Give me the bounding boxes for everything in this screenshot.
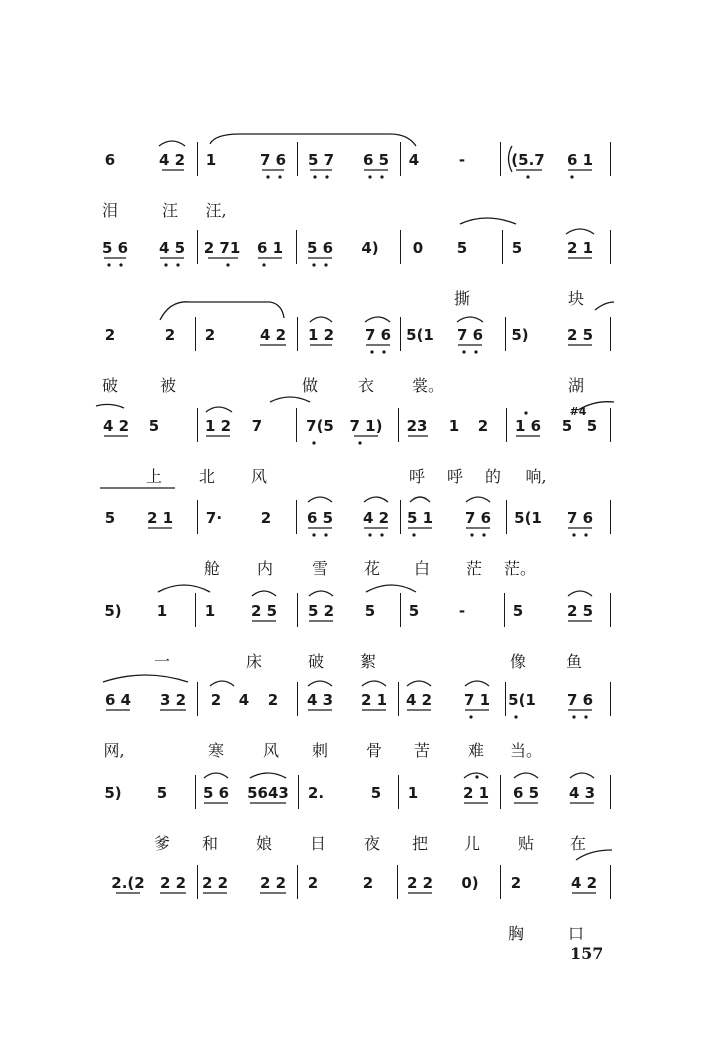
lyric: 茫 <box>465 559 483 578</box>
note: 2 <box>204 326 216 344</box>
note: 6 5 <box>306 509 334 527</box>
note: - <box>458 151 466 169</box>
note: 7 6 <box>464 509 492 527</box>
lyric: 网, <box>103 741 125 760</box>
note: 4 2 <box>259 326 287 344</box>
note: 1 2 <box>204 417 232 435</box>
barline <box>400 500 401 534</box>
lyric: 难 <box>467 741 485 760</box>
note: 5 <box>512 602 524 620</box>
lyrics-row <box>0 651 710 675</box>
note: 1 <box>204 602 216 620</box>
barline <box>400 142 401 176</box>
note: 1 <box>205 151 217 169</box>
barline <box>400 593 401 627</box>
barline <box>400 317 401 351</box>
lyric: 寒 <box>207 741 225 760</box>
note: 3 2 <box>159 691 187 709</box>
lyric: 被 <box>159 376 177 395</box>
barline <box>195 317 196 351</box>
note: 4 <box>408 151 420 169</box>
barline <box>610 775 611 809</box>
lyric: 破 <box>307 652 325 671</box>
lyric: 舱 <box>203 559 221 578</box>
lyric: 撕 <box>453 289 471 308</box>
note: 2 <box>362 874 374 892</box>
lyric: 贴 <box>517 834 535 853</box>
note: 2 <box>267 691 279 709</box>
note: 5 <box>156 784 168 802</box>
barline <box>610 500 611 534</box>
barline <box>505 682 506 716</box>
lyric: 絮 <box>359 652 377 671</box>
notation-row <box>0 405 710 456</box>
note: 6 1 <box>566 151 594 169</box>
note: 2 <box>210 691 222 709</box>
lyric: 在 <box>569 834 587 853</box>
note: 5 6 <box>101 239 129 257</box>
note: 4 3 <box>568 784 596 802</box>
barline <box>506 408 507 442</box>
note: 7 6 <box>364 326 392 344</box>
note: 2.(2 <box>111 874 145 892</box>
lyric: 的 <box>484 467 502 486</box>
note: 2 2 <box>406 874 434 892</box>
note: 5643 <box>247 784 289 802</box>
lyric: 呼 <box>446 467 464 486</box>
note: 5 7 <box>307 151 335 169</box>
lyric: 雪 <box>311 559 329 578</box>
barline <box>610 865 611 899</box>
note: 5(1 <box>406 326 434 344</box>
note: 5(1 <box>508 691 536 709</box>
note: 5) <box>104 784 122 802</box>
barline <box>296 500 297 534</box>
barline <box>506 500 507 534</box>
note: 7 6 <box>456 326 484 344</box>
barline <box>297 142 298 176</box>
barline <box>500 865 501 899</box>
note: 4 2 <box>362 509 390 527</box>
lyric: 风 <box>250 467 268 486</box>
barline <box>398 775 399 809</box>
lyric: 呼 <box>408 467 426 486</box>
barline <box>500 775 501 809</box>
note: 5 <box>456 239 468 257</box>
note: 5 <box>370 784 382 802</box>
note: 23 <box>406 417 428 435</box>
lyrics-row <box>0 288 710 312</box>
note: 6 4 <box>104 691 132 709</box>
barline <box>195 775 196 809</box>
note: - <box>458 602 466 620</box>
note: 7· <box>205 509 223 527</box>
note: 0) <box>461 874 479 892</box>
note: (5.7 <box>511 151 545 169</box>
note: 5 2 <box>307 602 335 620</box>
note: 5 <box>364 602 376 620</box>
lyrics-row <box>0 740 710 764</box>
note: 5 6 <box>306 239 334 257</box>
note: 6 5 <box>362 151 390 169</box>
barline <box>296 230 297 264</box>
barline <box>610 593 611 627</box>
note: 7 6 <box>566 691 594 709</box>
note: 5) <box>511 326 529 344</box>
lyric: 上 <box>145 467 163 486</box>
lyric: 像 <box>509 652 527 671</box>
notation-row <box>0 873 710 913</box>
barline <box>398 682 399 716</box>
lyric: 做 <box>301 376 319 395</box>
lyric: 花 <box>363 559 381 578</box>
note: 1 2 <box>307 326 335 344</box>
barline <box>502 230 503 264</box>
lyric: 裳。 <box>411 376 445 395</box>
note: 1 <box>448 417 460 435</box>
lyric: 泪 <box>101 201 119 220</box>
note: 4 2 <box>158 151 186 169</box>
barline <box>397 865 398 899</box>
lyric: 汪, <box>205 201 227 220</box>
barline <box>197 142 198 176</box>
note: 2 2 <box>201 874 229 892</box>
note: 0 <box>412 239 424 257</box>
barline <box>197 865 198 899</box>
note: 4 5 <box>158 239 186 257</box>
note: 4 2 <box>102 417 130 435</box>
notation-row <box>0 601 710 641</box>
note: 7 1 <box>463 691 491 709</box>
note: 2 <box>510 874 522 892</box>
note: 5(1 <box>514 509 542 527</box>
barline <box>298 775 299 809</box>
lyric: 把 <box>411 834 429 853</box>
note: 4 3 <box>306 691 334 709</box>
lyric: 当。 <box>509 741 543 760</box>
lyric: 块 <box>567 289 585 308</box>
lyric: 苦 <box>413 741 431 760</box>
notation-row <box>0 690 710 730</box>
lyric: 胸 <box>507 924 525 943</box>
barline <box>297 865 298 899</box>
note: 2. <box>307 784 325 802</box>
lyric: 刺 <box>311 741 329 760</box>
note: 1 <box>156 602 168 620</box>
barline <box>297 593 298 627</box>
note: 5 <box>561 417 573 435</box>
note: 7 <box>251 417 263 435</box>
note: 2 2 <box>159 874 187 892</box>
lyric: 内 <box>256 559 274 578</box>
lyric: 娘 <box>255 834 273 853</box>
lyric: 衣 <box>357 376 375 395</box>
note: 2 1 <box>566 239 594 257</box>
note: 5 6 <box>202 784 230 802</box>
note: 7 6 <box>259 151 287 169</box>
lyric: 汪 <box>161 201 179 220</box>
lyrics-row <box>0 923 710 947</box>
lyric: 北 <box>198 467 216 486</box>
lyric: 口 <box>567 924 585 943</box>
note: 2 5 <box>250 602 278 620</box>
note: 4 2 <box>405 691 433 709</box>
note: 2 <box>477 417 489 435</box>
note: 7 6 <box>566 509 594 527</box>
note: 4) <box>361 239 379 257</box>
lyric: 夜 <box>363 834 381 853</box>
lyric: 响, <box>525 467 547 486</box>
barline <box>610 317 611 351</box>
note: 2 1 <box>360 691 388 709</box>
lyrics-row <box>0 558 710 582</box>
note: 6 <box>104 151 116 169</box>
lyric: 和 <box>201 834 219 853</box>
note: 2 5 <box>566 326 594 344</box>
lyric: 鱼 <box>565 652 583 671</box>
lyric: 茫。 <box>503 559 537 578</box>
page-number: 157 <box>570 944 604 963</box>
note: 1 6 <box>514 417 542 435</box>
note: 2 <box>104 326 116 344</box>
barline <box>500 142 501 176</box>
lyric: 湖 <box>567 376 585 395</box>
note: 4 <box>238 691 250 709</box>
lyrics-row <box>0 466 710 490</box>
note: 5 <box>104 509 116 527</box>
note: 5 <box>586 417 598 435</box>
lyric: 床 <box>245 652 263 671</box>
note: 5 1 <box>406 509 434 527</box>
note: 2 71 <box>203 239 241 257</box>
lyric: 骨 <box>365 741 383 760</box>
note: 4 2 <box>570 874 598 892</box>
barline <box>297 682 298 716</box>
lyrics-row <box>0 375 710 399</box>
barline <box>610 230 611 264</box>
note: 5 <box>408 602 420 620</box>
notation-row <box>0 325 710 365</box>
note: 7 1) <box>349 417 383 435</box>
barline <box>197 408 198 442</box>
barline <box>400 230 401 264</box>
note: 2 1 <box>146 509 174 527</box>
note: 2 2 <box>259 874 287 892</box>
barline <box>195 593 196 627</box>
barline <box>610 682 611 716</box>
notation-row <box>0 238 710 278</box>
lyric: 儿 <box>463 834 481 853</box>
notation-row <box>0 783 710 823</box>
lyrics-row <box>0 833 710 857</box>
barline <box>296 408 297 442</box>
note: 2 <box>307 874 319 892</box>
lyric: 风 <box>262 741 280 760</box>
lyrics-row <box>0 200 710 224</box>
barline <box>297 317 298 351</box>
notation-row <box>0 150 710 190</box>
notation-row <box>0 508 710 548</box>
note: 6 5 <box>512 784 540 802</box>
barline <box>197 500 198 534</box>
barline <box>197 682 198 716</box>
barline <box>504 593 505 627</box>
note: 1 <box>407 784 419 802</box>
note: 6 1 <box>256 239 284 257</box>
note: 5) <box>104 602 122 620</box>
barline <box>398 408 399 442</box>
lyric: 爹 <box>153 834 171 853</box>
note: 5 <box>148 417 160 435</box>
barline <box>505 317 506 351</box>
note: 2 1 <box>462 784 490 802</box>
barline <box>610 408 611 442</box>
lyric: 日 <box>309 834 327 853</box>
note: 2 <box>164 326 176 344</box>
lyric: 一 <box>153 652 171 671</box>
note: 5 <box>511 239 523 257</box>
note: 2 5 <box>566 602 594 620</box>
lyric: 白 <box>413 559 431 578</box>
barline <box>610 142 611 176</box>
barline <box>197 230 198 264</box>
accidental-mark: #4 <box>569 405 587 418</box>
note: 7(5 <box>306 417 334 435</box>
lyric: 破 <box>101 376 119 395</box>
note: 2 <box>260 509 272 527</box>
